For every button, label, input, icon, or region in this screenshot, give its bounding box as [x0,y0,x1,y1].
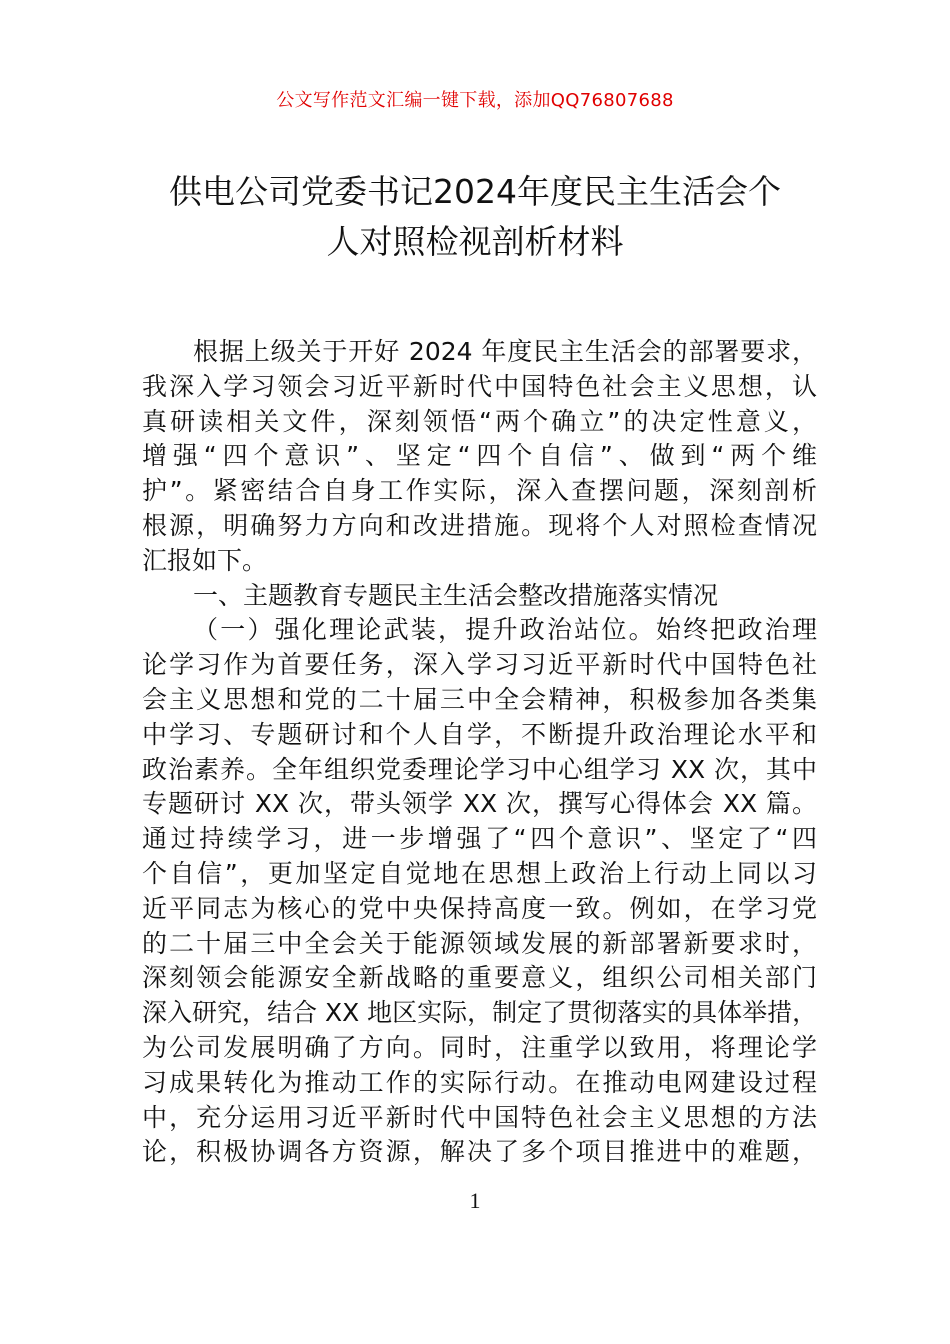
body-line: 根源，明确努力方向和改进措施。现将个人对照检查情况 [142,510,817,540]
body-line: 习成果转化为推动工作的实际行动。在推动电网建设过程 [142,1067,817,1097]
body-line: 汇报如下。 [142,545,268,575]
body-line: 中学习、专题研讨和个人自学，不断提升政治理论水平和 [142,719,817,749]
body-line: 我深入学习领会习近平新时代中国特色社会主义思想，认 [142,371,817,401]
body-line: 个自信”，更加坚定自觉地在思想上政治上行动上同以习 [142,858,817,888]
document-title-line-2: 人对照检视剖析材料 [326,222,624,261]
section-heading: 一、主题教育专题民主生活会整改措施落实情况 [193,580,719,610]
download-banner: 公文写作范文汇编一键下载，添加QQ76807688 [276,90,674,111]
body-line: 通过持续学习，进一步增强了“四个意识”、坚定了“四 [142,824,817,854]
body-line: 政治素养。全年组织党委理论学习中心组学习 XX 次，其中 [142,754,817,784]
page-number: 1 [469,1188,481,1213]
body-line: 论，积极协调各方资源，解决了多个项目推进中的难题， [142,1137,817,1167]
body-line: 深入研究，结合 XX 地区实际，制定了贯彻落实的具体举措， [142,998,818,1028]
body-line: 中，充分运用习近平新时代中国特色社会主义思想的方法 [142,1102,817,1132]
body-line: （一）强化理论武装，提升政治站位。始终把政治理 [193,615,817,645]
body-line: 专题研讨 XX 次，带头领学 XX 次，撰写心得体会 XX 篇。 [142,789,817,819]
body-line: 会主义思想和党的二十届三中全会精神，积极参加各类集 [142,684,817,714]
body-line: 论学习作为首要任务，深入学习习近平新时代中国特色社 [142,650,817,680]
body-line: 真研读相关文件，深刻领悟“两个确立”的决定性意义， [142,406,817,436]
document-body [142,335,817,1170]
body-line: 为公司发展明确了方向。同时，注重学以致用，将理论学 [142,1032,817,1062]
document-title-line-1: 供电公司党委书记2024年度民主生活会个 [169,172,781,211]
body-line: 增强“四个意识”、坚定“四个自信”、做到“两个维 [142,441,817,471]
body-line: 近平同志为核心的党中央保持高度一致。例如，在学习党 [142,893,817,923]
body-line: 护”。紧密结合自身工作实际，深入查摆问题，深刻剖析 [142,476,817,506]
body-line: 根据上级关于开好 2024 年度民主生活会的部署要求， [193,337,817,366]
body-line: 的二十届三中全会关于能源领域发展的新部署新要求时， [142,928,817,958]
body-line: 深刻领会能源安全新战略的重要意义，组织公司相关部门 [142,963,817,993]
